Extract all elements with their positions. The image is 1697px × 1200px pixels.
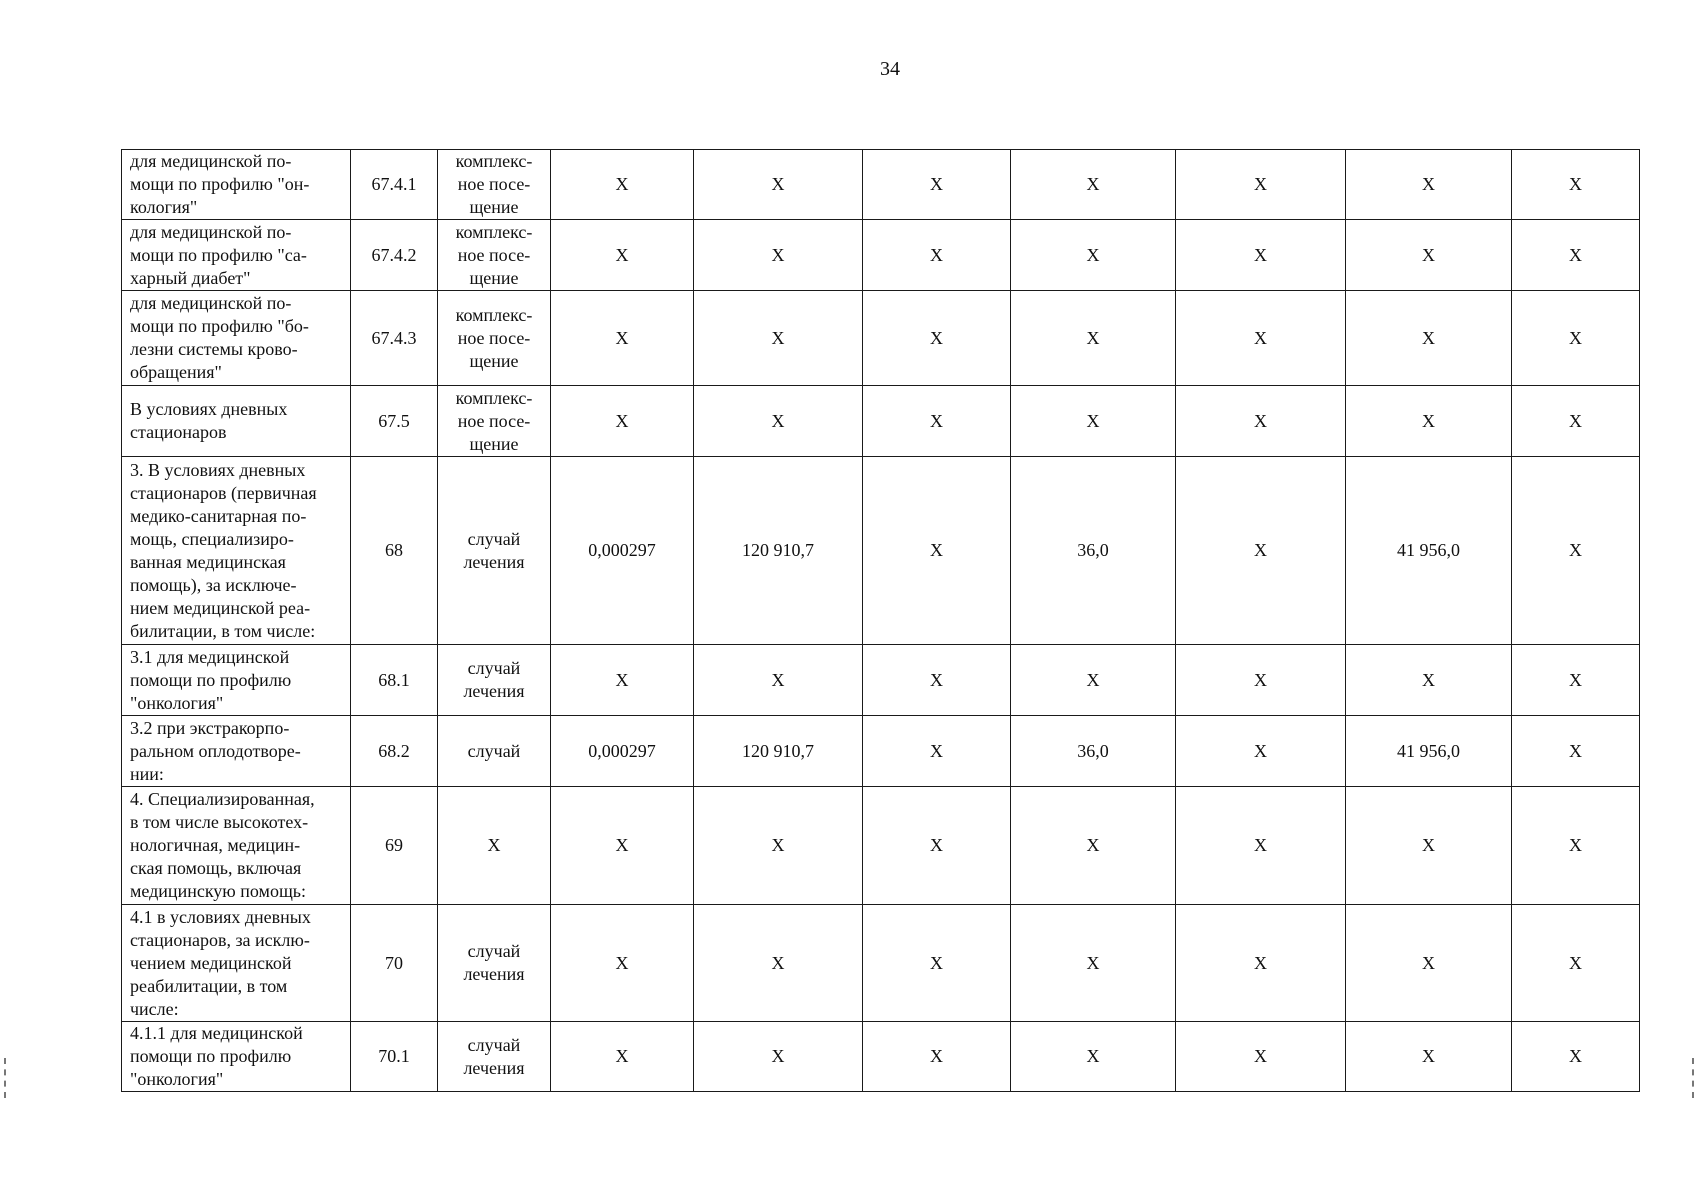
row-code-cell: 68.2 [351, 716, 438, 787]
row-value-cell: Х [1346, 150, 1512, 220]
row-value-cell: Х [1011, 150, 1176, 220]
table-row [122, 645, 1640, 716]
row-name-cell: 3.2 при экстракорпо- ральном оплодотворе- нии: [122, 716, 351, 787]
row-value-cell: Х [694, 905, 863, 1022]
row-value-cell: Х [1512, 386, 1640, 457]
row-code-cell: 69 [351, 787, 438, 905]
row-value-cell: Х [1176, 457, 1346, 645]
page-number: 34 [880, 58, 900, 80]
data-table [121, 149, 1640, 1092]
row-value-cell: Х [551, 645, 694, 716]
row-value-cell: Х [1011, 1022, 1176, 1092]
row-value-cell: Х [1346, 645, 1512, 716]
row-unit-cell: комплекс- ное посе- щение [438, 291, 551, 386]
row-unit-cell: Х [438, 787, 551, 905]
row-value-cell: Х [1346, 291, 1512, 386]
row-value-cell: Х [551, 905, 694, 1022]
row-value-cell: Х [1346, 1022, 1512, 1092]
row-unit-cell: случай лечения [438, 1022, 551, 1092]
row-value-cell: Х [1512, 645, 1640, 716]
row-value-cell: Х [1512, 291, 1640, 386]
row-code-cell: 67.5 [351, 386, 438, 457]
table-row [122, 291, 1640, 386]
row-value-cell: Х [1512, 1022, 1640, 1092]
row-value-cell: Х [694, 220, 863, 291]
row-value-cell: Х [1512, 905, 1640, 1022]
row-unit-cell: комплекс- ное посе- щение [438, 220, 551, 291]
row-name-cell: 4. Специализированная, в том числе высокотех- нологичная, медицин- ская помощь, включая медицинскую помощь: [122, 787, 351, 905]
row-value-cell: Х [694, 150, 863, 220]
row-value-cell: 120 910,7 [694, 457, 863, 645]
row-value-cell: Х [863, 457, 1011, 645]
row-value-cell: Х [1011, 645, 1176, 716]
row-name-cell: 4.1.1 для медицинской помощи по профилю "онкология" [122, 1022, 351, 1092]
row-value-cell: Х [1512, 787, 1640, 905]
row-code-cell: 67.4.3 [351, 291, 438, 386]
table-row [122, 1022, 1640, 1092]
table-row [122, 716, 1640, 787]
row-value-cell: Х [1176, 716, 1346, 787]
row-value-cell: 41 956,0 [1346, 457, 1512, 645]
row-value-cell: Х [1176, 645, 1346, 716]
row-value-cell: Х [863, 220, 1011, 291]
row-value-cell: Х [1512, 457, 1640, 645]
table-row [122, 150, 1640, 220]
row-value-cell: Х [694, 386, 863, 457]
row-value-cell: Х [1011, 905, 1176, 1022]
row-name-cell: для медицинской по- мощи по профилю "са- харный диабет" [122, 220, 351, 291]
row-value-cell: 41 956,0 [1346, 716, 1512, 787]
table-row [122, 220, 1640, 291]
row-value-cell: Х [1176, 291, 1346, 386]
row-value-cell: Х [1011, 787, 1176, 905]
row-value-cell: Х [1176, 150, 1346, 220]
row-value-cell: Х [551, 220, 694, 291]
row-value-cell: Х [551, 150, 694, 220]
row-value-cell: Х [694, 291, 863, 386]
row-unit-cell: случай лечения [438, 645, 551, 716]
row-value-cell: Х [863, 645, 1011, 716]
row-name-cell: В условиях дневных стационаров [122, 386, 351, 457]
row-value-cell: 0,000297 [551, 457, 694, 645]
row-value-cell: Х [694, 645, 863, 716]
row-value-cell: 120 910,7 [694, 716, 863, 787]
row-value-cell: Х [1512, 220, 1640, 291]
row-code-cell: 68.1 [351, 645, 438, 716]
row-unit-cell: комплекс- ное посе- щение [438, 386, 551, 457]
row-name-cell: для медицинской по- мощи по профилю "он- кология" [122, 150, 351, 220]
row-name-cell: 3.1 для медицинской помощи по профилю "онкология" [122, 645, 351, 716]
row-unit-cell: случай [438, 716, 551, 787]
row-value-cell: Х [1512, 150, 1640, 220]
row-unit-cell: случай лечения [438, 905, 551, 1022]
row-code-cell: 67.4.1 [351, 150, 438, 220]
row-value-cell: Х [1176, 787, 1346, 905]
row-value-cell: Х [1176, 1022, 1346, 1092]
table-row [122, 905, 1640, 1022]
row-value-cell: Х [863, 291, 1011, 386]
row-value-cell: Х [863, 787, 1011, 905]
table-body [122, 150, 1640, 1092]
row-value-cell: Х [694, 1022, 863, 1092]
row-value-cell: Х [1176, 386, 1346, 457]
row-code-cell: 68 [351, 457, 438, 645]
row-value-cell: Х [1346, 220, 1512, 291]
row-value-cell: Х [1346, 787, 1512, 905]
row-value-cell: Х [863, 716, 1011, 787]
row-value-cell: Х [863, 905, 1011, 1022]
row-value-cell: Х [1346, 905, 1512, 1022]
row-value-cell: Х [1011, 291, 1176, 386]
row-value-cell: Х [551, 1022, 694, 1092]
scan-mark-left [4, 1058, 6, 1098]
row-value-cell: Х [863, 386, 1011, 457]
row-unit-cell: комплекс- ное посе- щение [438, 150, 551, 220]
row-code-cell: 67.4.2 [351, 220, 438, 291]
row-value-cell: Х [1512, 716, 1640, 787]
row-value-cell: Х [694, 787, 863, 905]
row-value-cell: 0,000297 [551, 716, 694, 787]
row-name-cell: 4.1 в условиях дневных стационаров, за исклю- чением медицинской реабилитации, в том числе: [122, 905, 351, 1022]
scan-mark-right [1692, 1058, 1694, 1098]
row-value-cell: Х [1176, 905, 1346, 1022]
row-value-cell: Х [863, 1022, 1011, 1092]
row-unit-cell: случай лечения [438, 457, 551, 645]
row-value-cell: 36,0 [1011, 716, 1176, 787]
row-value-cell: 36,0 [1011, 457, 1176, 645]
table-row [122, 457, 1640, 645]
row-value-cell: Х [551, 386, 694, 457]
row-value-cell: Х [863, 150, 1011, 220]
row-value-cell: Х [1346, 386, 1512, 457]
row-value-cell: Х [551, 787, 694, 905]
row-value-cell: Х [551, 291, 694, 386]
row-value-cell: Х [1011, 220, 1176, 291]
table-row [122, 787, 1640, 905]
row-code-cell: 70 [351, 905, 438, 1022]
row-code-cell: 70.1 [351, 1022, 438, 1092]
table-row [122, 386, 1640, 457]
row-name-cell: 3. В условиях дневных стационаров (первичная медико-санитарная по- мощь, специализиро- ванная медицинская помощь), за исключе- нием медицинской реа- билитации, в том числе: [122, 457, 351, 645]
row-value-cell: Х [1176, 220, 1346, 291]
row-value-cell: Х [1011, 386, 1176, 457]
row-name-cell: для медицинской по- мощи по профилю "бо- лезни системы крово- обращения" [122, 291, 351, 386]
